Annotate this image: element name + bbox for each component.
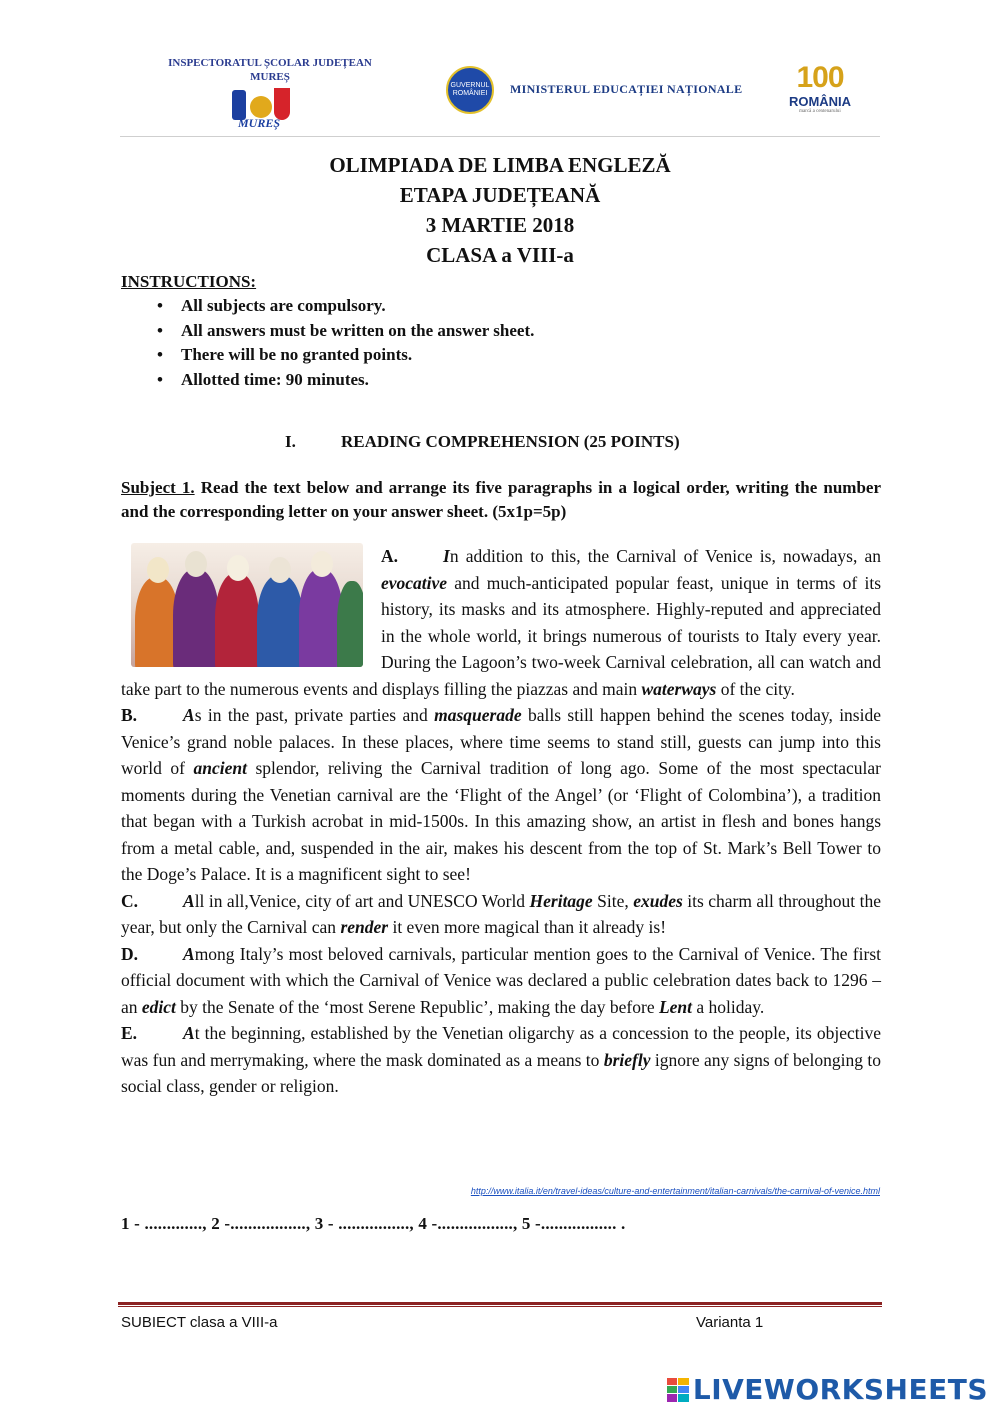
instructions-heading: INSTRUCTIONS:: [121, 272, 257, 291]
footer-subject: SUBIECT clasa a VIII-a: [121, 1314, 278, 1331]
instruction-item: • All subjects are compulsory.: [181, 294, 534, 319]
footer-variant: Varianta 1: [696, 1314, 764, 1331]
paragraph-letter: B.: [121, 705, 138, 725]
vocab-word: Lent: [658, 996, 693, 1017]
vocab-word: masquerade: [434, 705, 522, 725]
vocab-word: render: [340, 917, 389, 937]
liveworksheets-logo-icon: [667, 1378, 689, 1402]
instructions-block: [121, 270, 534, 392]
instruction-item: • Allotted time: 90 minutes.: [181, 368, 534, 393]
title-line-3: 3 MARTIE 2018: [425, 213, 575, 237]
answer-line: 1 - ............., 2 -................., 3 - ................, 4 -................., 5 -................. .: [121, 1214, 626, 1233]
footer-rule-thin: [118, 1306, 882, 1307]
instruction-item: • All answers must be written on the answer sheet.: [181, 319, 534, 344]
title-line-1: OLIMPIADA DE LIMBA ENGLEZĂ: [329, 153, 671, 177]
paragraph-letter: E.: [121, 1023, 138, 1043]
vocab-word: edict: [141, 996, 176, 1017]
paragraph-letter: A.: [381, 546, 399, 566]
vocab-word: ancient: [193, 758, 247, 778]
ministry-logo: [440, 66, 760, 116]
subject-instruction: [121, 476, 881, 524]
footer-rule: [118, 1302, 882, 1305]
inspectorate-logo: [120, 56, 420, 132]
title-line-4: CLASA a VIII-a: [426, 243, 574, 267]
inspectorate-name: INSPECTORATUL ȘCOLAR JUDEȚEAN: [168, 57, 372, 69]
paragraph-b: B. As in the past, private parties and masquerade balls still happen behind the scenes today, inside Venice’s grand noble palaces. In these places, where time seems to stand still, guests can jump into this world of ancient splendor, reliving the Carnival tradition of long ago. Some of the most spectacular moments during the Venetian carnival are the ‘Flight of the Angel’ (or ‘Flight of Colombina’), a tradition that began with a Turkish acrobat in mid-1500s. In this amazing show, an artist in flesh and bones hangs from a metal cable, and, suspended in the air, makes his descent from the top of St. Mark’s Bell Tower to the Doge’s Palace. It is a magnificent sight to see!: [121, 702, 881, 888]
paragraph-letter: C.: [121, 890, 139, 911]
reading-text: [121, 543, 881, 1100]
instruction-item: • There will be no granted points.: [181, 343, 534, 368]
carnival-masks-photo: [131, 543, 363, 667]
title-line-2: ETAPA JUDEȚEANĂ: [399, 183, 601, 207]
subject-label: Subject 1.: [121, 478, 195, 497]
centenary-country: ROMÂNIA: [788, 94, 852, 109]
centenary-subtitle: marcă a centenarului: [799, 109, 841, 114]
vocab-word: Heritage: [529, 890, 593, 911]
subject-text: Read the text below and arrange its five paragraphs in a logical order, writing the number and the corresponding letter on your answer sheet. (5x1p=5p): [121, 478, 881, 521]
instructions-list: [121, 294, 534, 392]
ministry-name: MINISTERUL EDUCAȚIEI NAȚIONALE: [510, 82, 743, 96]
page-title: [0, 150, 1000, 270]
inspectorate-county: MUREȘ: [250, 71, 290, 83]
vocab-word: waterways: [641, 678, 717, 699]
watermark-text: LIVEWORKSHEETS: [692, 1373, 988, 1406]
section-title: READING COMPREHENSION (25 POINTS): [341, 432, 680, 451]
liveworksheets-watermark: [667, 1373, 988, 1406]
government-seal-icon: GUVERNUL ROMÂNIEI: [446, 66, 494, 114]
document-header: [120, 56, 880, 137]
paragraph-d: D. Among Italy’s most beloved carnivals, particular mention goes to the Carnival of Venice. The first official document with which the Carnival of Venice was declared a public celebration dates back to 1296 – an edict by the Senate of the ‘most Serene Republic’, making the day before Lent a holiday.: [121, 941, 881, 1021]
vocab-word: evocative: [381, 572, 448, 593]
source-link[interactable]: http://www.italia.it/en/travel-ideas/culture-and-entertainment/italian-carnivals/the-carnival-of-venice.html: [470, 1186, 880, 1196]
paragraph-a: A. In addition to this, the Carnival of Venice is, nowadays, an evocative and much-anticipated popular feast, unique in terms of its history, its masks and its atmosphere. Highly-reputed and appreciated in the whole world, it brings numerous of tourists to Italy every year. During the Lagoon’s two-week Carnival celebration, all can watch and take part to the numerous events and displays filling the piazzas and main waterways of the city.: [121, 543, 881, 702]
isj-emblem-icon: MUREȘ: [210, 86, 330, 132]
centenary-logo: [770, 62, 870, 114]
paragraph-e: E. At the beginning, established by the Venetian oligarchy as a concession to the people, its objective was fun and merrymaking, where the mask dominated as a means to briefly ignore any signs of belonging to social class, gender or religion.: [121, 1020, 881, 1100]
paragraph-c: C. All in all,Venice, city of art and UNESCO World Heritage Site, exudes its charm all throughout the year, but only the Carnival can render it even more magical than it already is!: [121, 888, 881, 941]
paragraph-letter: D.: [121, 943, 139, 964]
vocab-word: exudes: [633, 890, 683, 911]
section-number: I.: [285, 432, 296, 451]
vocab-word: briefly: [603, 1049, 651, 1070]
centenary-number: 100: [796, 61, 844, 94]
